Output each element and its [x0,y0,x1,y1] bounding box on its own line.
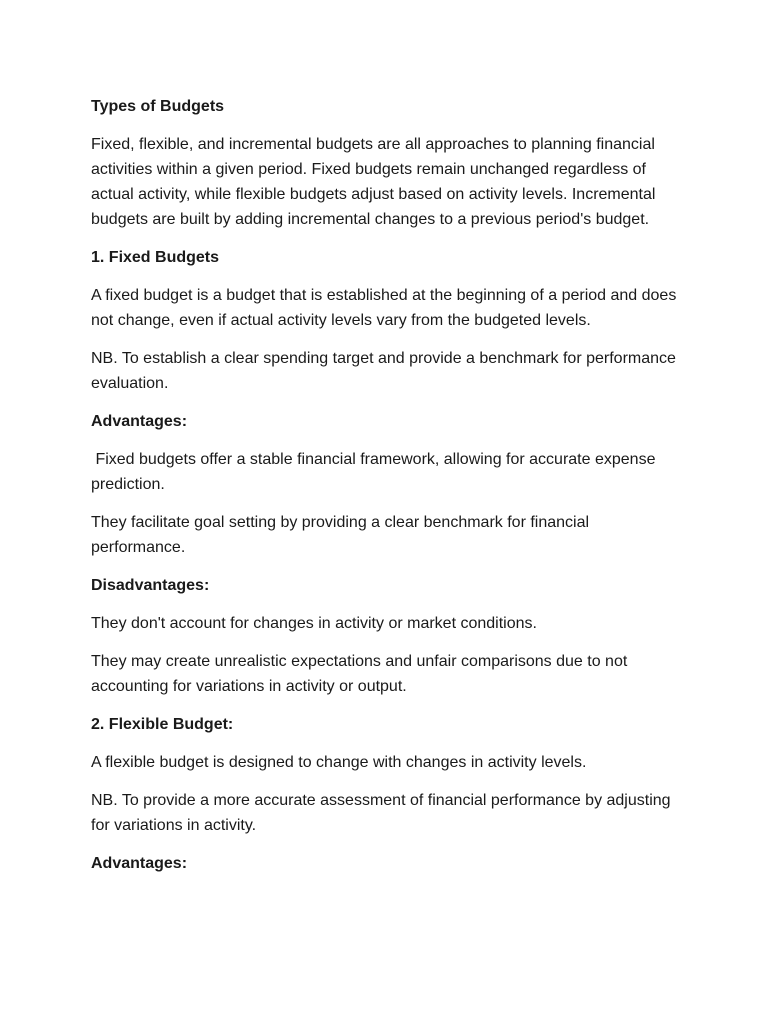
document-title: Types of Budgets [91,98,225,115]
fixed-advantage-item: Fixed budgets offer a stable financial framework, allowing for accurate expense prediction. [91,451,660,493]
fixed-disadvantages-heading: Disadvantages: [91,577,210,594]
fixed-advantages-heading: Advantages: [91,413,188,430]
flexible-budget-definition: A flexible budget is designed to change with changes in activity levels. [91,754,587,771]
flexible-budget-nb: NB. To provide a more accurate assessment of financial performance by adjusting for variations in activity. [91,792,671,834]
flexible-advantages-heading: Advantages: [91,855,188,872]
intro-paragraph: Fixed, flexible, and incremental budgets are all approaches to planning financial activities within a given period. Fixed budgets remain unchanged regardless of actual activity, while flexible budgets adjust based on activity levels. Incremental budgets are built by adding incremental changes to a previous period's budget. [91,136,656,228]
fixed-disadvantage-item: They may create unrealistic expectations and unfair comparisons due to not accounting for variations in activity or output. [91,653,628,695]
fixed-budgets-nb: NB. To establish a clear spending target and provide a benchmark for performance evaluation. [91,350,676,392]
fixed-disadvantage-item: They don't account for changes in activity or market conditions. [91,615,537,632]
flexible-budget-heading: 2. Flexible Budget: [91,716,234,733]
fixed-budgets-heading: 1. Fixed Budgets [91,249,220,266]
document-page [91,94,681,889]
fixed-budgets-definition: A fixed budget is a budget that is established at the beginning of a period and does not change, even if actual activity levels vary from the budgeted levels. [91,287,677,329]
fixed-advantage-item: They facilitate goal setting by providing a clear benchmark for financial performance. [91,514,590,556]
